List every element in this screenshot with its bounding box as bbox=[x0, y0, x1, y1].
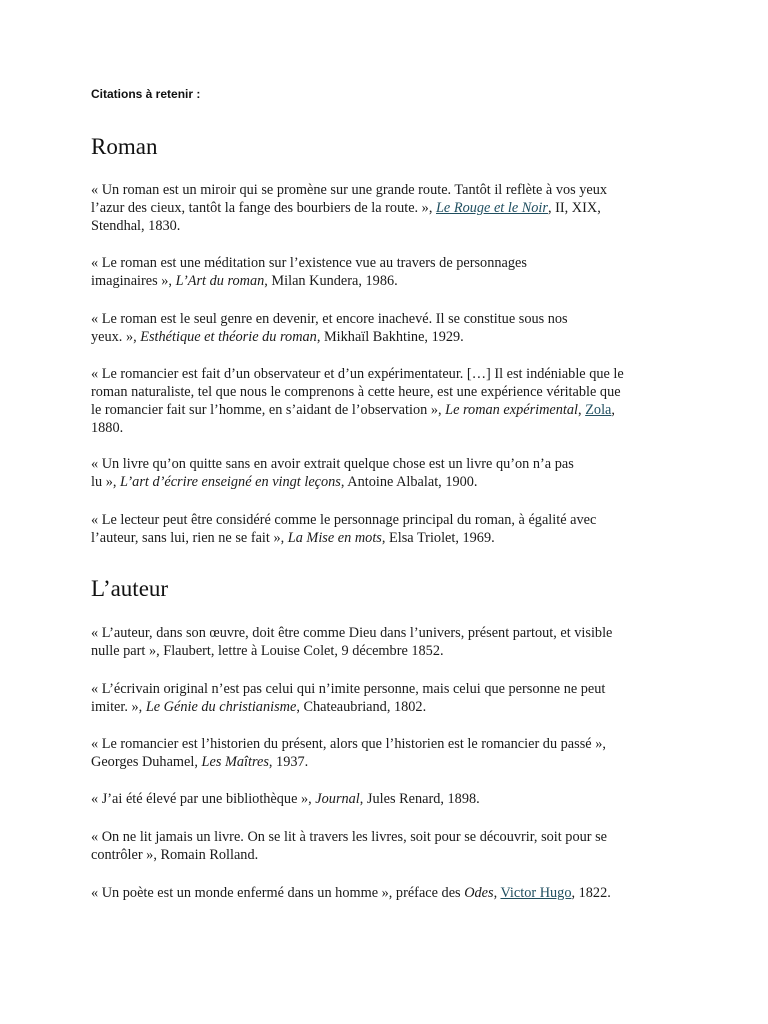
work-title: Les Maîtres bbox=[201, 754, 269, 770]
quote-line: lu », L’art d’écrire enseigné en vingt leçons, Antoine Albalat, 1900. bbox=[91, 474, 478, 490]
quote-zola bbox=[91, 365, 681, 437]
work-title: La Mise en mots bbox=[287, 530, 382, 546]
quote-line: l’azur des cieux, tantôt la fange des bourbiers de la route. », Le Rouge et le Noir, II, XIX, bbox=[91, 200, 601, 216]
work-title: L’art d’écrire enseigné en vingt leçons bbox=[120, 474, 341, 490]
quote-stendhal bbox=[91, 181, 681, 235]
quote-line: « L’auteur, dans son œuvre, doit être comme Dieu dans l’univers, présent partout, et visible bbox=[91, 625, 613, 641]
quote-line: « On ne lit jamais un livre. On se lit à travers les livres, soit pour se découvrir, soit pour se bbox=[91, 829, 607, 845]
link-le-rouge-et-le-noir[interactable]: Le Rouge et le Noir bbox=[435, 200, 548, 216]
quote-line: « Le romancier est fait d’un observateur et d’un expérimentateur. […] Il est indéniable que le bbox=[91, 366, 624, 382]
quote-line: roman naturaliste, tel que nous le comprenons à cette heure, est une expérience véritable que bbox=[91, 384, 621, 400]
quote-line: « Le roman est le seul genre en devenir, et encore inachevé. Il se constitue sous nos bbox=[91, 311, 568, 327]
quote-line: contrôler », Romain Rolland. bbox=[91, 847, 259, 863]
quote-line: « Le romancier est l’historien du présent, alors que l’historien est le romancier du passé », bbox=[91, 736, 606, 752]
quote-line: le romancier fait sur l’homme, en s’aidant de l’observation », Le roman expérimental, Zola, bbox=[91, 402, 615, 418]
quote-bakhtine bbox=[91, 310, 681, 346]
quote-line: Stendhal, 1830. bbox=[91, 218, 181, 234]
quote-albalat bbox=[91, 455, 681, 491]
quote-line: yeux. », Esthétique et théorie du roman, Mikhaïl Bakhtine, 1929. bbox=[91, 329, 464, 345]
quote-renard bbox=[91, 790, 681, 808]
work-title: Journal bbox=[315, 791, 360, 807]
quote-line: nulle part », Flaubert, lettre à Louise Colet, 9 décembre 1852. bbox=[91, 643, 444, 659]
quote-hugo bbox=[91, 884, 681, 902]
quote-flaubert bbox=[91, 624, 681, 660]
quote-line: l’auteur, sans lui, rien ne se fait », La Mise en mots, Elsa Triolet, 1969. bbox=[91, 530, 495, 546]
quote-line: 1880. bbox=[91, 420, 124, 436]
work-title: Le Génie du christianisme bbox=[145, 699, 297, 715]
quote-rolland bbox=[91, 828, 681, 864]
quote-line: imiter. », Le Génie du christianisme, Chateaubriand, 1802. bbox=[91, 699, 427, 715]
quote-line: « J’ai été élevé par une bibliothèque », Journal, Jules Renard, 1898. bbox=[91, 791, 480, 807]
work-title: L’Art du roman bbox=[175, 273, 265, 289]
quote-line: « Un roman est un miroir qui se promène sur une grande route. Tantôt il reflète à vos yeux bbox=[91, 182, 608, 198]
section-heading-auteur: L’auteur bbox=[91, 576, 169, 601]
work-title: Le roman expérimental bbox=[445, 402, 579, 418]
work-title: Esthétique et théorie du roman bbox=[140, 329, 317, 345]
quote-line: Georges Duhamel, Les Maîtres, 1937. bbox=[91, 754, 309, 770]
quote-line: imaginaires », L’Art du roman, Milan Kundera, 1986. bbox=[91, 273, 398, 289]
link-victor-hugo[interactable]: Victor Hugo bbox=[500, 885, 572, 901]
section-heading-roman: Roman bbox=[91, 134, 158, 159]
quote-line: « Le roman est une méditation sur l’existence vue au travers de personnages bbox=[91, 255, 527, 271]
quote-line: « Le lecteur peut être considéré comme le personnage principal du roman, à égalité avec bbox=[91, 512, 597, 528]
quote-chateaubriand bbox=[91, 680, 681, 716]
intro-label: Citations à retenir : bbox=[91, 87, 201, 101]
quote-line: « Un poète est un monde enfermé dans un homme », préface des Odes, Victor Hugo, 1822. bbox=[91, 885, 611, 901]
quote-triolet bbox=[91, 511, 681, 547]
quote-line: « Un livre qu’on quitte sans en avoir extrait quelque chose est un livre qu’on n’a pas bbox=[91, 456, 574, 472]
link-zola[interactable]: Zola bbox=[585, 402, 612, 418]
quote-duhamel bbox=[91, 735, 681, 771]
work-title: Odes bbox=[464, 885, 494, 901]
quote-line: « L’écrivain original n’est pas celui qui n’imite personne, mais celui que personne ne peut bbox=[91, 681, 606, 697]
quote-kundera bbox=[91, 254, 681, 290]
